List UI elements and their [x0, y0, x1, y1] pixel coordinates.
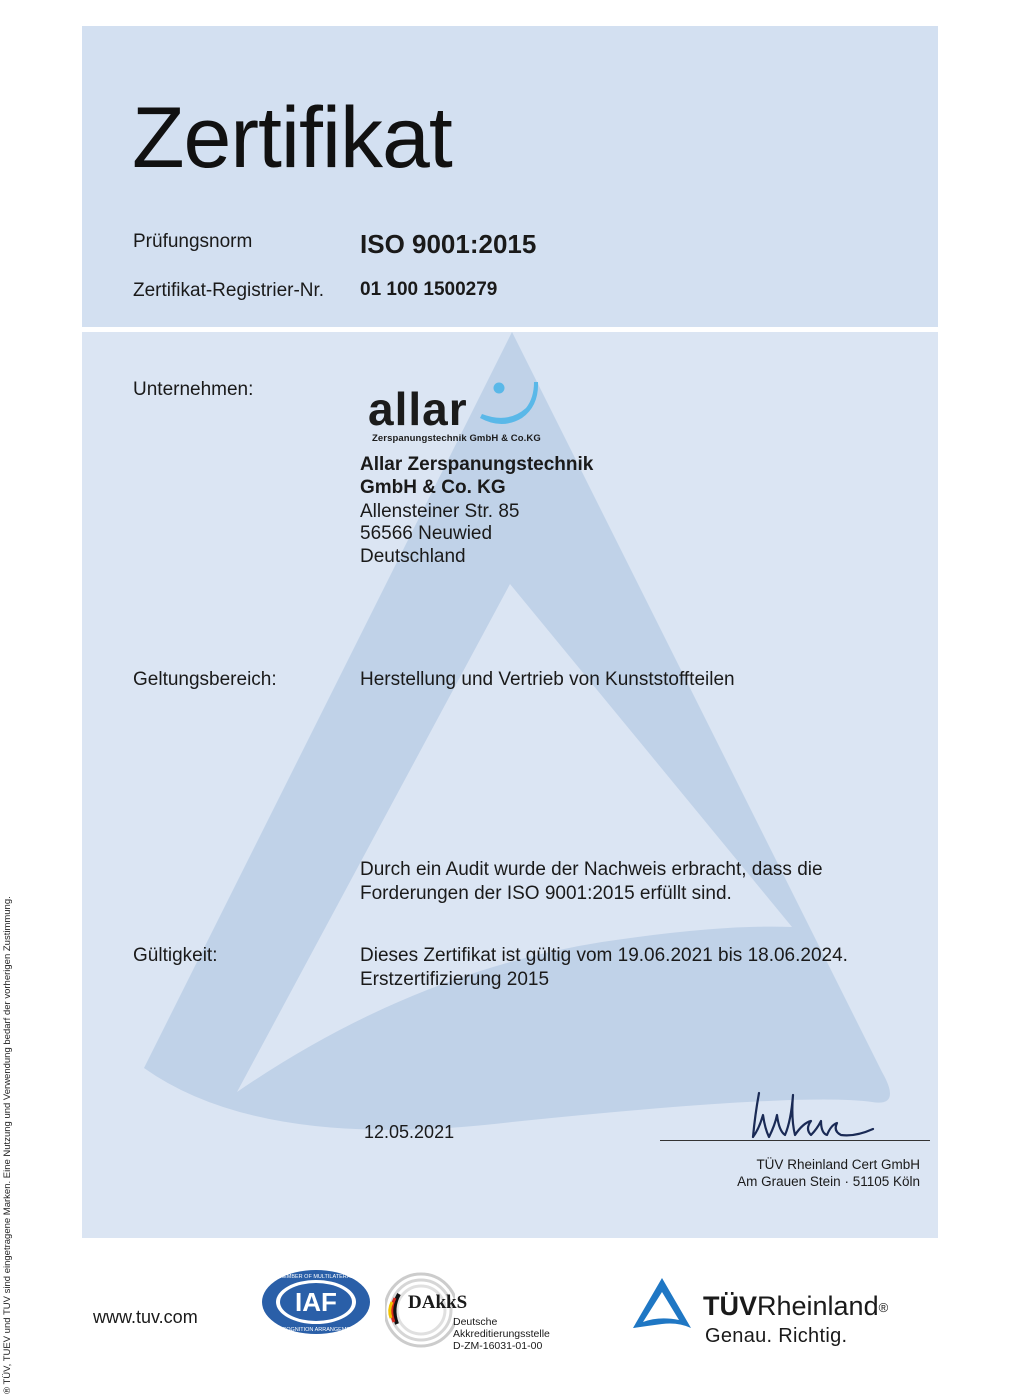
page-title: Zertifikat: [132, 90, 452, 186]
issuer-address: Am Grauen Stein · 51105 Köln: [737, 1174, 920, 1189]
iaf-logo-icon: [260, 1268, 372, 1336]
company-name-line2: GmbH & Co. KG: [360, 477, 506, 498]
iaf-ring-top: MEMBER OF MULTILATERAL: [278, 1274, 354, 1280]
registration-number: 01 100 1500279: [360, 279, 498, 300]
norm-value: ISO 9001:2015: [360, 229, 537, 259]
iaf-ring-bottom: RECOGNITION ARRANGEMENT: [274, 1327, 358, 1333]
registration-label: Zertifikat-Registrier-Nr.: [133, 280, 325, 301]
company-name-line1: Allar Zerspanungstechnik: [360, 454, 594, 475]
tuv-brand-rest: Rheinland: [757, 1291, 879, 1321]
issue-date: 12.05.2021: [364, 1122, 455, 1142]
tuv-rheinland-brand: [703, 1290, 888, 1322]
website-link[interactable]: www.tuv.com: [93, 1307, 198, 1327]
audit-statement-line1: Durch ein Audit wurde der Nachweis erbracht, dass die: [360, 859, 823, 880]
dakks-line1: Deutsche: [453, 1316, 498, 1328]
company-label: Unternehmen:: [133, 379, 254, 400]
scope-label: Geltungsbereich:: [133, 669, 277, 690]
dakks-line2: Akkreditierungsstelle: [453, 1328, 550, 1340]
dakks-line3: D-ZM-16031-01-00: [453, 1340, 543, 1352]
company-street: Allensteiner Str. 85: [360, 501, 520, 522]
validity-label: Gültigkeit:: [133, 945, 218, 966]
signature-icon: [745, 1085, 880, 1145]
tuv-registered-mark: ®: [878, 1300, 889, 1315]
norm-label: Prüfungsnorm: [133, 231, 253, 252]
dakks-title: DAkkS: [408, 1292, 468, 1313]
company-logo-swoosh-icon: [478, 380, 540, 430]
validity-period: Dieses Zertifikat ist gültig vom 19.06.2021 bis 18.06.2024.: [360, 945, 848, 966]
trademark-note: ® TÜV, TUEV und TUV sind eingetragene Marken. Eine Nutzung und Verwendung bedarf der vorherigen Zustimmung.: [2, 896, 13, 1394]
scope-value: Herstellung und Vertrieb von Kunststoffteilen: [360, 669, 735, 690]
company-country: Deutschland: [360, 546, 466, 567]
iaf-text: IAF: [295, 1287, 337, 1317]
signature-line: [660, 1140, 930, 1141]
company-logo-wordmark: allar: [368, 383, 468, 435]
audit-statement-line2: Forderungen der ISO 9001:2015 erfüllt sind.: [360, 883, 732, 904]
tuv-triangle-icon: [633, 1278, 691, 1330]
company-logo-subtitle: Zerspanungstechnik GmbH & Co.KG: [372, 433, 541, 444]
tuv-brand-bold: TÜV: [703, 1291, 757, 1321]
company-city: 56566 Neuwied: [360, 523, 493, 544]
issuer-name: TÜV Rheinland Cert GmbH: [756, 1157, 920, 1172]
first-certification: Erstzertifizierung 2015: [360, 969, 550, 990]
tuv-slogan: Genau. Richtig.: [705, 1325, 848, 1347]
